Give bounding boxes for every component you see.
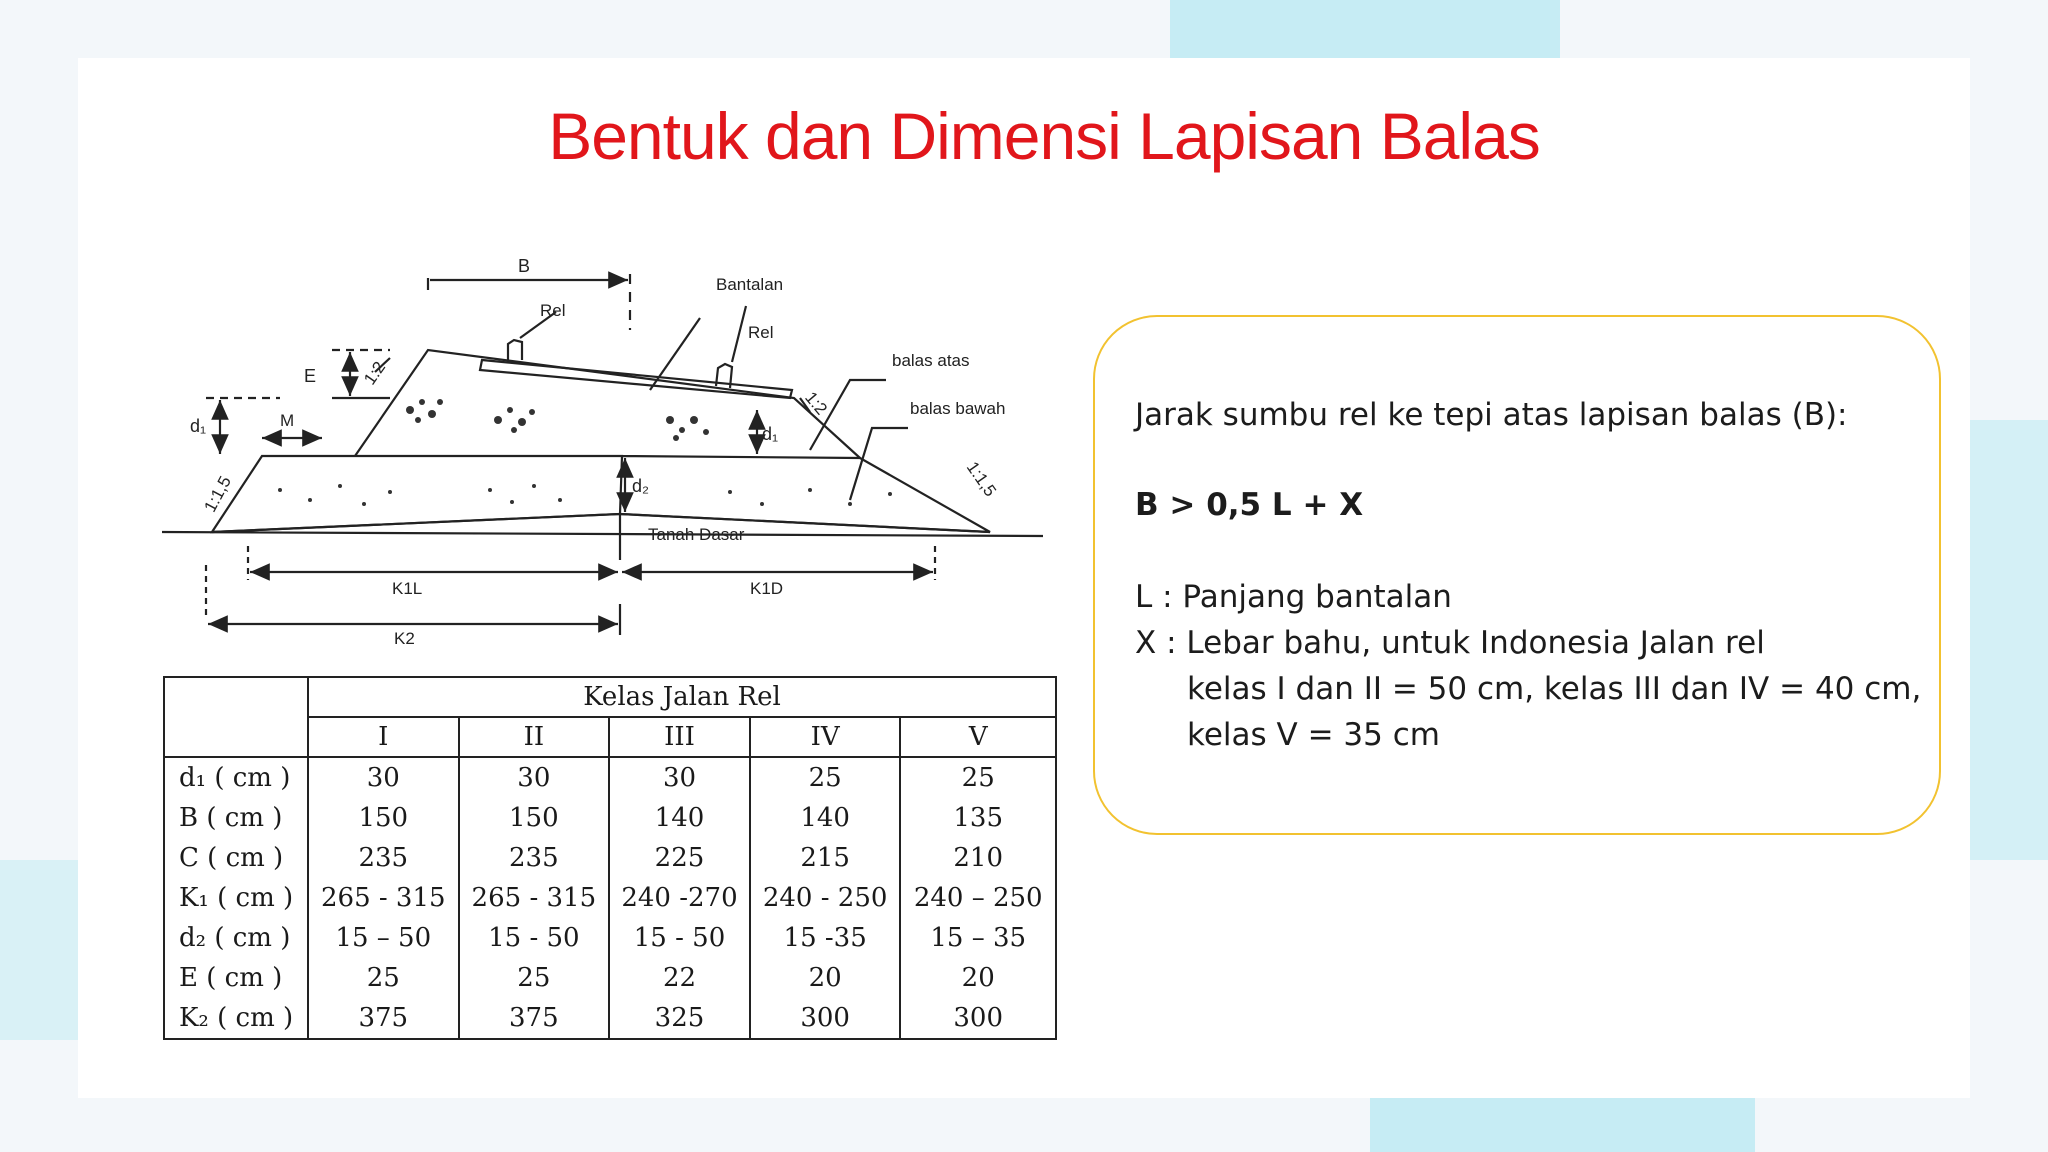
row-parameter: E ( cm ) — [164, 958, 308, 998]
ballast-cross-section-diagram — [150, 250, 1050, 660]
table-cell: 30 — [459, 757, 610, 798]
class-header: IV — [750, 717, 901, 757]
label-slope-115-right: 1:1,5 — [962, 458, 1001, 500]
table-row — [164, 838, 1056, 878]
row-parameter: K₁ ( cm ) — [164, 878, 308, 918]
ground-line — [162, 532, 1043, 536]
formula-info-box — [1093, 315, 1941, 835]
table-cell: 25 — [900, 757, 1056, 798]
table-cell: 135 — [900, 798, 1056, 838]
label-bantalan: Bantalan — [716, 275, 784, 294]
info-line-x-class-v: kelas V = 35 cm — [1187, 717, 1440, 753]
row-parameter: K₂ ( cm ) — [164, 998, 308, 1039]
table-cell: 375 — [459, 998, 610, 1039]
table-cell: 240 -270 — [609, 878, 750, 918]
table-cell: 22 — [609, 958, 750, 998]
info-formula: B > 0,5 L + X — [1135, 487, 1364, 523]
label-slope-12-right: 1:2 — [801, 388, 831, 419]
class-header: III — [609, 717, 750, 757]
table-cell: 30 — [609, 757, 750, 798]
decor-left-block — [0, 860, 78, 1040]
table-cell: 25 — [459, 958, 610, 998]
table-cell: 30 — [308, 757, 459, 798]
table-row — [164, 878, 1056, 918]
label-b: B — [518, 256, 531, 276]
label-e: E — [304, 366, 317, 386]
table-cell: 215 — [750, 838, 901, 878]
table-cell: 300 — [750, 998, 901, 1039]
label-d2: d₂ — [632, 476, 649, 496]
info-line-x-classes: kelas I dan II = 50 cm, kelas III dan IV = 40 cm, — [1187, 671, 1922, 707]
table-cell: 20 — [750, 958, 901, 998]
label-k1l: K1L — [392, 579, 423, 598]
table-cell: 20 — [900, 958, 1056, 998]
info-line-b-definition: Jarak sumbu rel ke tepi atas lapisan balas (B): — [1135, 397, 1848, 433]
table-cell: 25 — [308, 958, 459, 998]
table-cell: 325 — [609, 998, 750, 1039]
label-k1d: K1D — [750, 579, 784, 598]
table-cell: 240 – 250 — [900, 878, 1056, 918]
table-cell: 15 - 50 — [609, 918, 750, 958]
table-row — [164, 798, 1056, 838]
table-row — [164, 998, 1056, 1039]
table-cell: 240 - 250 — [750, 878, 901, 918]
row-parameter: d₂ ( cm ) — [164, 918, 308, 958]
table-corner-cell — [164, 677, 308, 757]
ballast-dimension-table — [163, 676, 1057, 1040]
info-line-x: X : Lebar bahu, untuk Indonesia Jalan rel — [1135, 625, 1765, 661]
table-row — [164, 757, 1056, 798]
decor-bottom-block — [1370, 1096, 1755, 1152]
table-body — [164, 757, 1056, 1039]
class-header: II — [459, 717, 610, 757]
table-cell: 25 — [750, 757, 901, 798]
label-k2: K2 — [394, 629, 415, 648]
table-cell: 140 — [609, 798, 750, 838]
table-cell: 15 - 50 — [459, 918, 610, 958]
table-cell: 150 — [308, 798, 459, 838]
table-cell: 15 – 50 — [308, 918, 459, 958]
table-cell: 140 — [750, 798, 901, 838]
table-cell: 225 — [609, 838, 750, 878]
decor-right-block — [1970, 420, 2048, 860]
rail-left — [508, 340, 522, 362]
row-parameter: C ( cm ) — [164, 838, 308, 878]
table-cell: 210 — [900, 838, 1056, 878]
table-cell: 235 — [308, 838, 459, 878]
label-rel-left: Rel — [540, 301, 566, 320]
lower-ballast-outline — [212, 456, 990, 532]
class-header: V — [900, 717, 1056, 757]
row-parameter: B ( cm ) — [164, 798, 308, 838]
table-row — [164, 918, 1056, 958]
table-cell: 300 — [900, 998, 1056, 1039]
label-slope-12-left: 1:2 — [360, 358, 390, 389]
table-cell: 235 — [459, 838, 610, 878]
table-cell: 15 – 35 — [900, 918, 1056, 958]
label-rel-right: Rel — [748, 323, 774, 342]
slide-title: Bentuk dan Dimensi Lapisan Balas — [548, 99, 1540, 173]
label-m: M — [280, 411, 295, 430]
label-d1-left: d₁ — [190, 416, 207, 436]
table-cell: 15 -35 — [750, 918, 901, 958]
label-balas-atas: balas atas — [892, 351, 970, 370]
table-cell: 265 - 315 — [308, 878, 459, 918]
table-cell: 265 - 315 — [459, 878, 610, 918]
label-d1-mid: d₁ — [762, 424, 779, 444]
table-cell: 150 — [459, 798, 610, 838]
lower-ballast-base — [212, 514, 990, 532]
decor-top-block — [1170, 0, 1560, 58]
label-slope-115-left: 1:1,5 — [200, 472, 235, 516]
table-cell: 375 — [308, 998, 459, 1039]
table-row — [164, 958, 1056, 998]
upper-ballast-outline — [355, 350, 860, 458]
label-tanah-dasar: Tanah Dasar — [648, 525, 745, 544]
row-parameter: d₁ ( cm ) — [164, 757, 308, 798]
info-line-l: L : Panjang bantalan — [1135, 579, 1452, 615]
class-header: I — [308, 717, 459, 757]
table-group-header: Kelas Jalan Rel — [308, 677, 1056, 717]
label-balas-bawah: balas bawah — [910, 399, 1006, 418]
